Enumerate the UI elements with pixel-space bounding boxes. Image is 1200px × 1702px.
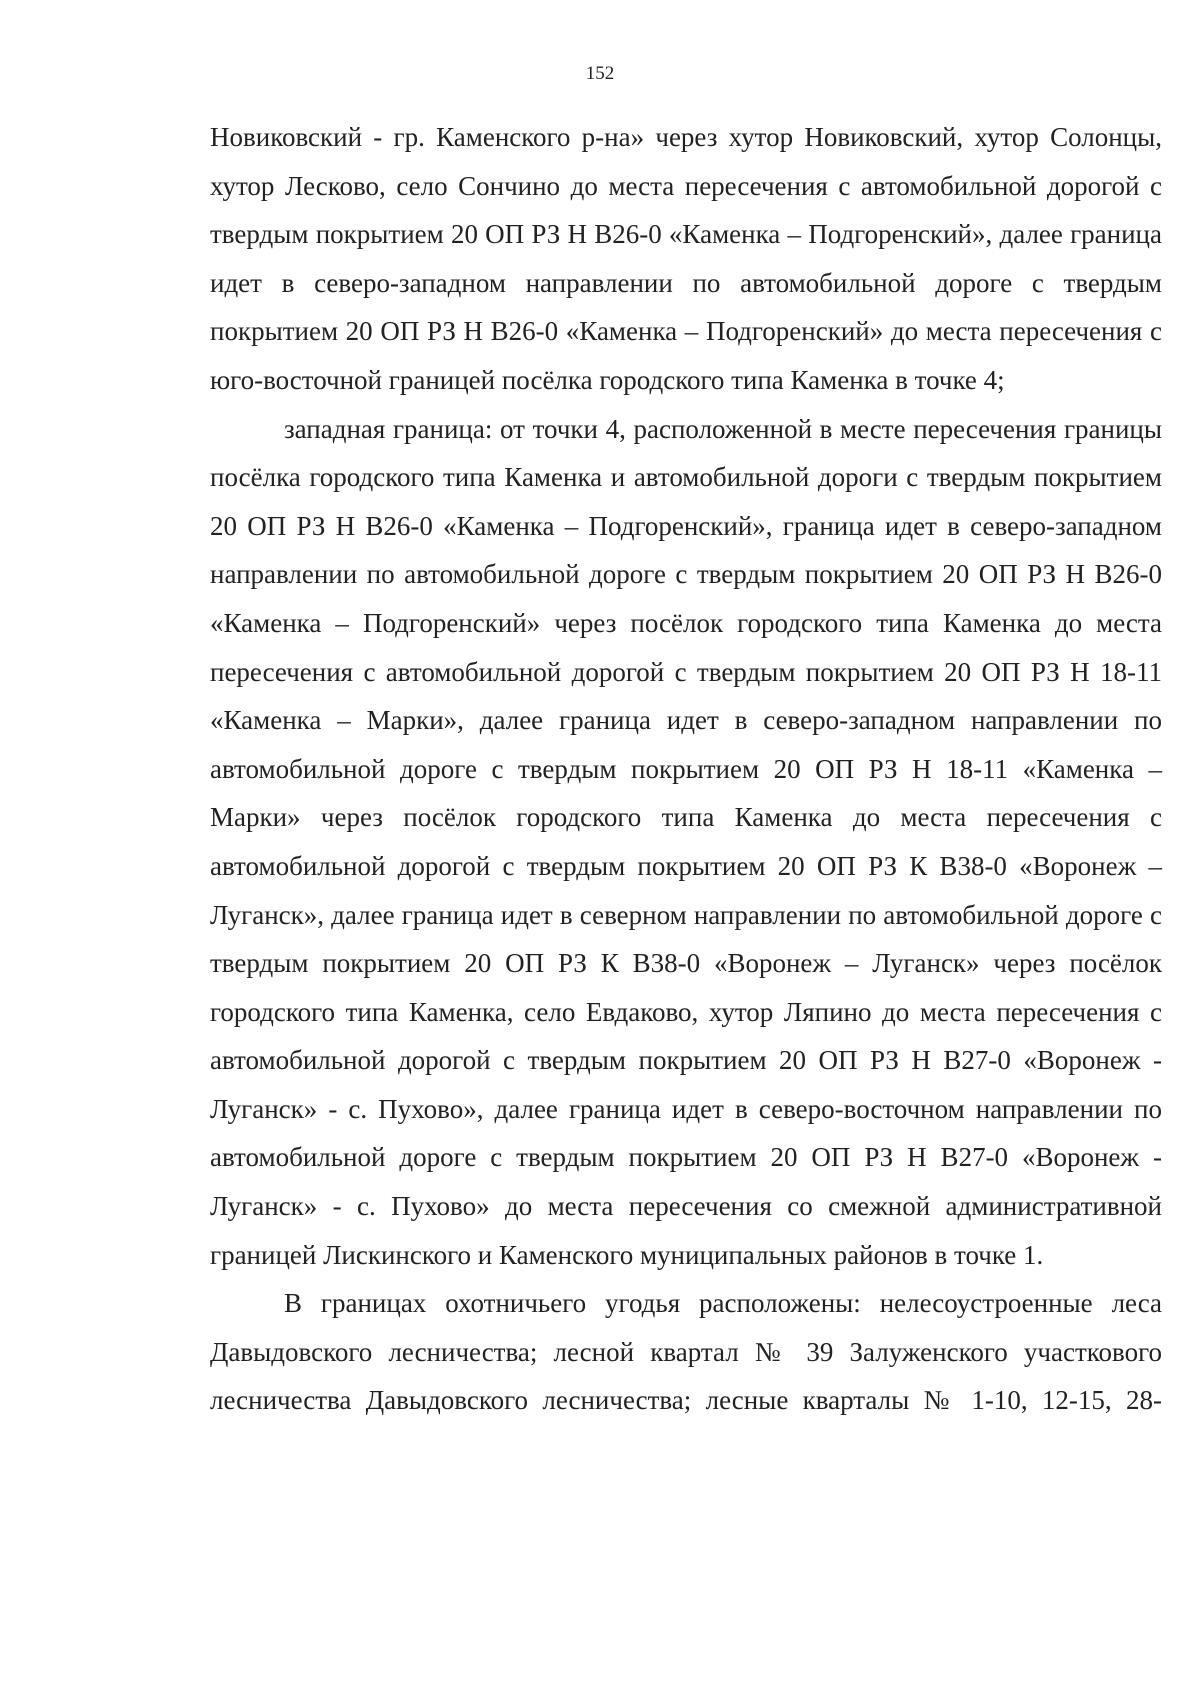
paragraph-hunting-grounds: В границах охотничьего угодья расположены: нелесоустроенные леса Давыдовского лесничества; лесной квартал № 39 Залуженского участкового лесничества Давыдовского лесничества; лесные кварталы № 1-10, 12-15, 28- <box>210 1288 1162 1416</box>
paragraph-continuation: Новиковский - гр. Каменского р-на» через хутор Новиковский, хутор Солонцы, хутор Лесково, село Сончино до места пересечения с автомобильной дорогой с твердым покрытием 20 ОП РЗ Н В26-0 «Каменка – Подгоренский», далее граница идет в северо-западном направлении по автомобильной дороге с твердым покрытием 20 ОП РЗ Н В26-0 «Каменка – Подгоренский» до места пересечения с юго-восточной границей посёлка городского типа Каменка в точке 4; <box>210 122 1162 395</box>
paragraph-western-boundary: западная граница: от точки 4, расположенной в месте пересечения границы посёлка городского типа Каменка и автомобильной дороги с твердым покрытием 20 ОП РЗ Н В26-0 «Каменка – Подгоренский», граница идет в северо-западном направлении по автомобильной дороге с твердым покрытием 20 ОП РЗ Н В26-0 «Каменка – Подгоренский» через посёлок городского типа Каменка до места пересечения с автомобильной дорогой с твердым покрытием 20 ОП РЗ Н 18-11 «Каменка – Марки», далее граница идет в северо-западном направлении по автомобильной дороге с твердым покрытием 20 ОП РЗ Н 18-11 «Каменка – Марки» через посёлок городского типа Каменка до места пересечения с автомобильной дорогой с твердым покрытием 20 ОП РЗ К В38-0 «Воронеж – Луганск», далее граница идет в северном направлении по автомобильной дороге с твердым покрытием 20 ОП РЗ К В38-0 «Воронеж – Луганск» через посёлок городского типа Каменка, село Евдаково, хутор Ляпино до места пересечения с автомобильной дорогой с твердым покрытием 20 ОП РЗ Н В27-0 «Воронеж - Луганск» - с. Пухово», далее граница идет в северо-восточном направлении по автомобильной дороге с твердым покрытием 20 ОП РЗ Н В27-0 «Воронеж - Луганск» - с. Пухово» до места пересечения со смежной административной границей Лискинского и Каменского муниципальных районов в точке 1. <box>210 413 1162 1270</box>
document-body <box>210 113 1162 1425</box>
page-number: 152 <box>585 63 615 84</box>
